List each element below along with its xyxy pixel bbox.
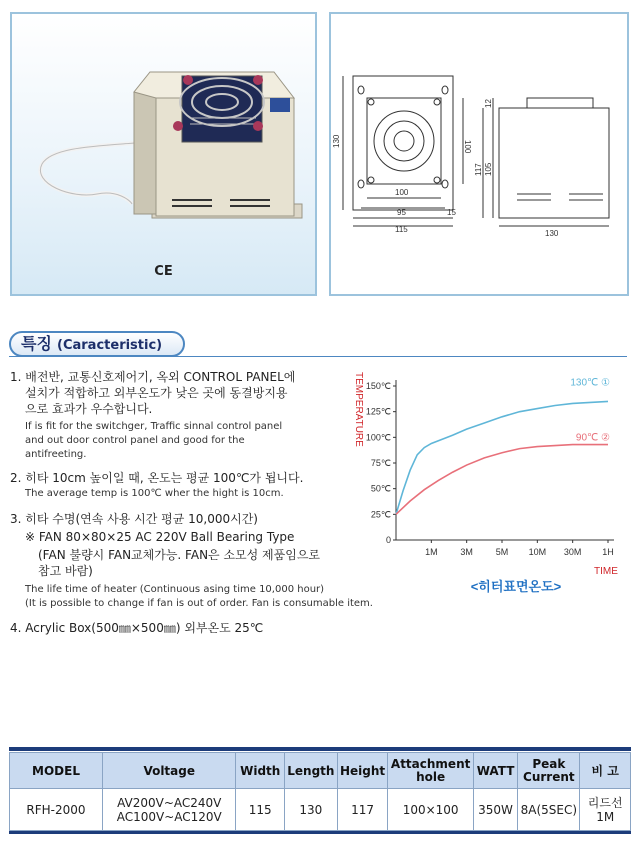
- dim-side-height-117: 117: [474, 163, 483, 176]
- chart-x-tick-label: 1M: [425, 547, 438, 557]
- cell-height: 117: [337, 789, 388, 831]
- item1-en-line1: If is fit for the switchger, Traffic sinnal control panel: [25, 421, 283, 432]
- item3-ko-line2: ※ FAN 80×80×25 AC 220V Ball Bearing Type: [25, 530, 295, 544]
- header-hole: Attachment hole: [388, 753, 473, 789]
- features-title-ko: 특징: [21, 334, 52, 353]
- item3-ko-line1: 3. 히타 수명(연속 사용 시간 평균 10,000시간): [10, 512, 258, 526]
- item1-en-line3: antifreeting.: [25, 449, 87, 460]
- header-height: Height: [337, 753, 388, 789]
- cell-hole: 100×100: [388, 789, 473, 831]
- cell-voltage-1: AV200V~AC240V: [117, 795, 222, 810]
- table-row: [10, 789, 631, 831]
- item1-ko-line3: 으로 효과가 우수합니다.: [25, 402, 153, 416]
- chart-y-tick-label: 0: [385, 535, 391, 545]
- chart-x-tick-label: 3M: [460, 547, 473, 557]
- chart-x-tick-label: 5M: [495, 547, 509, 557]
- dim-front-inner-width: 100: [395, 188, 409, 197]
- heater-photo: [12, 14, 315, 254]
- cell-width: 115: [236, 789, 285, 831]
- item3-ko-line4: 참고 바람): [38, 564, 93, 578]
- chart-title: <히터표면온도>: [470, 579, 562, 594]
- dim-side-width: 130: [545, 229, 559, 238]
- dim-front-width-95: 95: [397, 208, 406, 217]
- temperature-chart-svg: [350, 368, 635, 600]
- chart-x-tick-label: 10M: [528, 547, 547, 557]
- dim-front-inner-height: 100: [463, 140, 472, 154]
- photo-caption: CE: [154, 264, 173, 279]
- header-model: MODEL: [10, 753, 103, 789]
- cell-watt: 350W: [473, 789, 517, 831]
- header-voltage: Voltage: [103, 753, 236, 789]
- dim-side-height-105: 105: [484, 162, 493, 176]
- item2-ko-line1: 2. 히타 10cm 높이일 때, 온도는 평균 100℃가 됩니다.: [10, 471, 304, 485]
- side-view: [483, 98, 609, 226]
- cell-voltage: [103, 789, 236, 831]
- dim-front-height: 130: [332, 134, 341, 148]
- chart-xlabel: TIME: [594, 566, 618, 577]
- chart-y-tick-label: 150℃: [365, 381, 391, 391]
- chart-series-label-2: 90℃ ②: [575, 432, 610, 444]
- dim-side-top: 12: [484, 99, 493, 108]
- chart-y-tick-label: 25℃: [370, 509, 391, 520]
- item1-en-line2: and out door control panel and good for the: [25, 435, 245, 446]
- item2-en-line1: The average temp is 100℃ wher the hight is 10cm.: [25, 488, 284, 499]
- table-header-row: [10, 753, 631, 789]
- item1-ko-line2: 설치가 적합하고 외부온도가 낮은 곳에 동결방지용: [25, 386, 288, 400]
- item3-en-line1: The life time of heater (Continuous asing time 10,000 hour): [25, 584, 325, 595]
- header-length: Length: [284, 753, 337, 789]
- product-photo-panel: [10, 12, 317, 296]
- cell-note: [580, 789, 631, 831]
- item3-en-line2: (It is possible to change if fan is out of order. Fan is consumable item.: [25, 598, 373, 609]
- chart-x-tick-label: 1H: [602, 547, 614, 557]
- item3-ko-line3: (FAN 불량시 FAN교체가능. FAN은 소모성 제품임으로: [38, 548, 321, 562]
- cell-model: RFH-2000: [10, 789, 103, 831]
- chart-y-tick-label: 50℃: [370, 483, 391, 494]
- item4-ko-line1: 4. Acrylic Box(500㎜×500㎜) 외부온도 25℃: [10, 621, 264, 635]
- chart-ylabel: TEMPERATURE: [353, 372, 364, 447]
- dimension-drawing-panel: [329, 12, 629, 296]
- table-bottom-rule: [9, 831, 631, 834]
- chart-series-label-1: 130℃ ①: [570, 377, 610, 389]
- features-title: [9, 331, 185, 357]
- features-title-en: (Caracteristic): [57, 338, 163, 353]
- cell-note-2: 1M: [596, 809, 615, 824]
- cell-peak: 8A(5SEC): [518, 789, 580, 831]
- dim-front-margin: 15: [447, 208, 456, 217]
- front-view: [343, 76, 463, 226]
- header-peak: Peak Current: [518, 753, 580, 789]
- dimension-drawing: [331, 14, 627, 294]
- header-note: 비 고: [580, 753, 631, 789]
- chart-y-tick-label: 75℃: [370, 458, 391, 468]
- header-width: Width: [236, 753, 285, 789]
- cell-voltage-2: AC100V~AC120V: [116, 809, 222, 824]
- cell-note-1: 리드선: [587, 795, 623, 810]
- temperature-chart: [350, 368, 635, 600]
- chart-x-tick-label: 30M: [563, 547, 582, 557]
- chart-y-tick-label: 125℃: [365, 406, 391, 417]
- spec-table: [9, 752, 631, 831]
- dim-front-width-115: 115: [395, 225, 408, 234]
- chart-series-line-2: [396, 445, 608, 515]
- cell-length: 130: [284, 789, 337, 831]
- table-top-rule: [9, 747, 631, 751]
- chart-series-line-1: [396, 401, 608, 514]
- header-watt: WATT: [473, 753, 517, 789]
- chart-y-tick-label: 100℃: [365, 432, 391, 443]
- features-divider: [9, 356, 627, 357]
- item1-ko-line1: 1. 배전반, 교통신호제어기, 옥외 CONTROL PANEL에: [10, 370, 296, 384]
